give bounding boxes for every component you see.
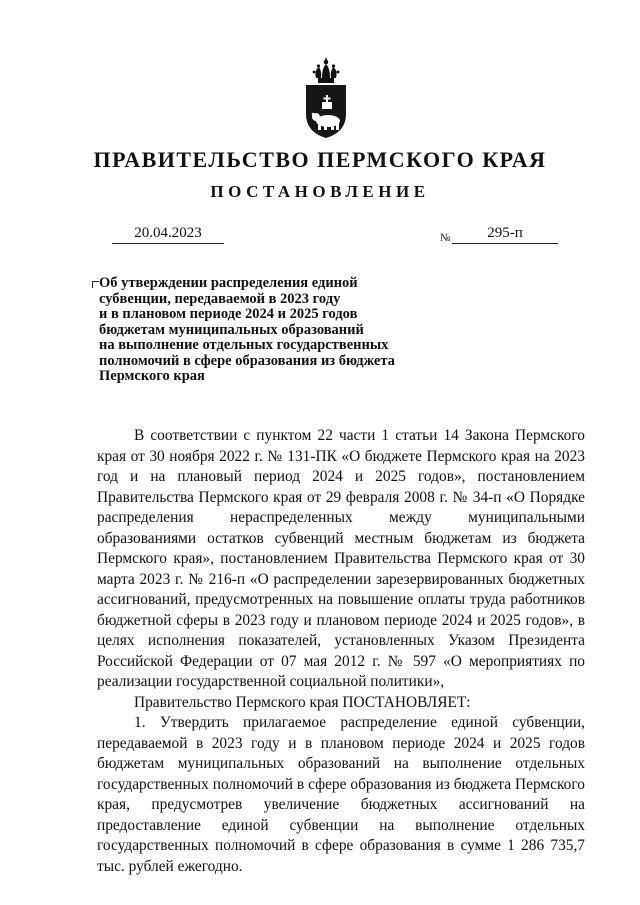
item-1-paragraph: 1. Утвердить прилагаемое распределение единой субвенции, передаваемой в 2023 году и в плановом периоде 2024 и 2025 годов бюджетам муниципальных образований на выполнение отдельных государственных полномочий в сфере образования из бюджета Пермского края, предусмотрев увеличение бюджетных ассигнований на предоставление единой субвенции на выполнение отдельных государственных полномочий в сфере образования в сумме 1 286 735,7 тыс. рублей ежегодно. xyxy=(97,714,585,875)
government-title: ПРАВИТЕЛЬСТВО ПЕРМСКОГО КРАЯ xyxy=(93,147,547,172)
resolves-paragraph: Правительство Пермского края ПОСТАНОВЛЯЕТ: xyxy=(134,693,471,711)
document-body xyxy=(97,426,585,877)
subject-corner-mark xyxy=(92,281,99,288)
subject-line: субвенции, передаваемой в 2023 году xyxy=(99,290,341,307)
coat-of-arms-icon xyxy=(300,58,352,140)
number-label: № xyxy=(440,232,451,244)
preamble-paragraph: В соответствии с пунктом 22 части 1 статьи 14 Закона Пермского края от 30 ноября 2022 г. № 131-ПК «О бюджете Пермского края на 2023 год и на плановый период 2024 и 2025 годов», постановлением Правительства Пермского края от 29 февраля 2008 г. № 34-п «О Порядке распределения нераспределенных между муниципальными образованиями остатков субвенций местным бюджетам из бюджета Пермского края», постановлением Правительства Пермского края от 30 марта 2023 г. № 216-п «О распределении зарезервированных бюджетных ассигнований, предусмотренных на повышение оплаты труда работников бюджетной сферы в 2023 году и плановом периоде 2024 и 2025 годов», в целях исполнения показателей, установленных Указом Президента Российской Федерации от 07 мая 2012 г. № 597 «О мероприятиях по реализации государственной социальной политики», xyxy=(97,427,585,690)
subject-line: на выполнение отдельных государственных xyxy=(99,337,389,353)
subject-line: и в плановом периоде 2024 и 2025 годов xyxy=(99,306,358,322)
document-subject xyxy=(99,276,429,385)
subject-line: полномочий в сфере образования из бюджета xyxy=(99,352,395,369)
subject-line: Пермского края xyxy=(99,368,205,384)
subject-line: бюджетам муниципальных образований xyxy=(99,321,364,338)
subject-line: Об утверждении распределения единой xyxy=(99,275,358,291)
document-type: ПОСТАНОВЛЕНИЕ xyxy=(210,182,430,201)
document-number: 295-п xyxy=(452,223,558,244)
document-date: 20.04.2023 xyxy=(112,223,224,244)
